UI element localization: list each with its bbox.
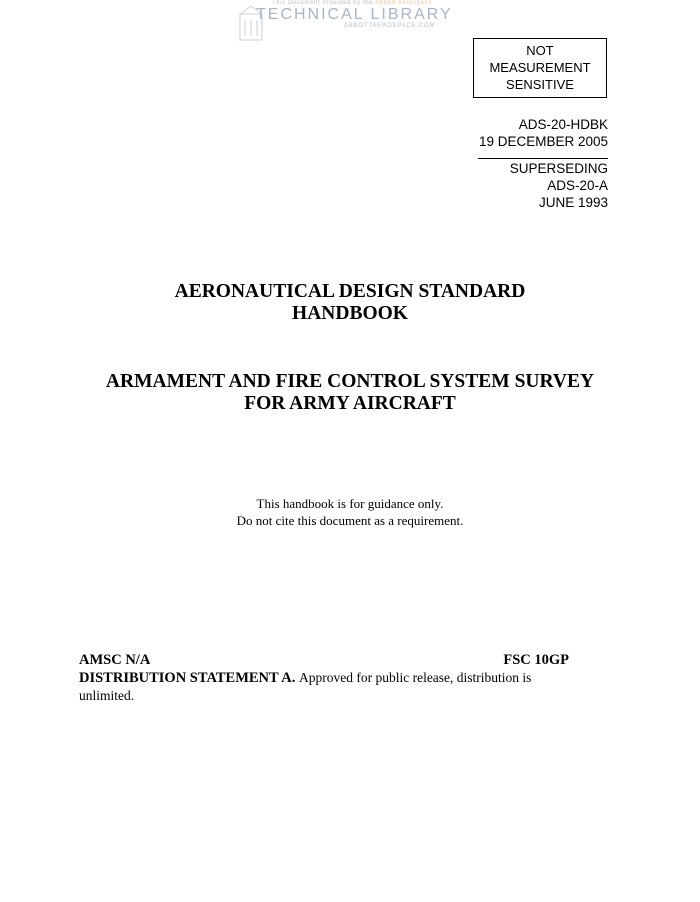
- superseded-number: ADS-20-A: [547, 178, 608, 193]
- guidance-line: This handbook is for guidance only.: [256, 496, 444, 511]
- distribution-statement: [79, 669, 569, 705]
- title-line: HANDBOOK: [292, 303, 408, 324]
- superseded-date: JUNE 1993: [538, 195, 608, 210]
- document-date: 19 DECEMBER 2005: [478, 134, 608, 149]
- document-identifier: [428, 116, 608, 150]
- document-title: [0, 371, 700, 415]
- distribution-text: Approved for public release, distribution is unlimited.: [79, 670, 532, 703]
- header-divider: [478, 158, 608, 159]
- footer-codes: [79, 652, 569, 669]
- guidance-line: Do not cite this document as a requirement.: [236, 513, 464, 528]
- title-line: ARMAMENT AND FIRE CONTROL SYSTEM SURVEY: [105, 371, 595, 392]
- title-line: AERONAUTICAL DESIGN STANDARD: [174, 281, 526, 302]
- watermark-website: ABBOTTAEROSPACE.COM: [344, 23, 436, 29]
- watermark-library-title: TECHNICAL LIBRARY: [256, 6, 453, 23]
- distribution-label: DISTRIBUTION STATEMENT A.: [79, 670, 296, 686]
- watermark-provider: Abbott Aerospace: [375, 0, 433, 6]
- superseding-label: SUPERSEDING: [509, 161, 608, 176]
- box-line: SENSITIVE: [506, 77, 574, 92]
- superseding-block: [428, 160, 608, 211]
- document-number: ADS-20-HDBK: [518, 117, 608, 132]
- box-line: MEASUREMENT: [489, 60, 591, 75]
- watermark-provided-prefix: This Document Provided by the: [272, 0, 374, 6]
- box-line: NOT: [526, 43, 554, 58]
- fsc-code: FSC 10GP: [503, 652, 569, 668]
- library-watermark: [236, 0, 452, 44]
- title-line: FOR ARMY AIRCRAFT: [244, 393, 456, 414]
- footer-block: [79, 652, 569, 705]
- not-measurement-sensitive-box: [473, 38, 607, 98]
- amsc-code: AMSC N/A: [79, 652, 151, 668]
- guidance-note: [0, 495, 700, 529]
- standard-title: [0, 281, 700, 325]
